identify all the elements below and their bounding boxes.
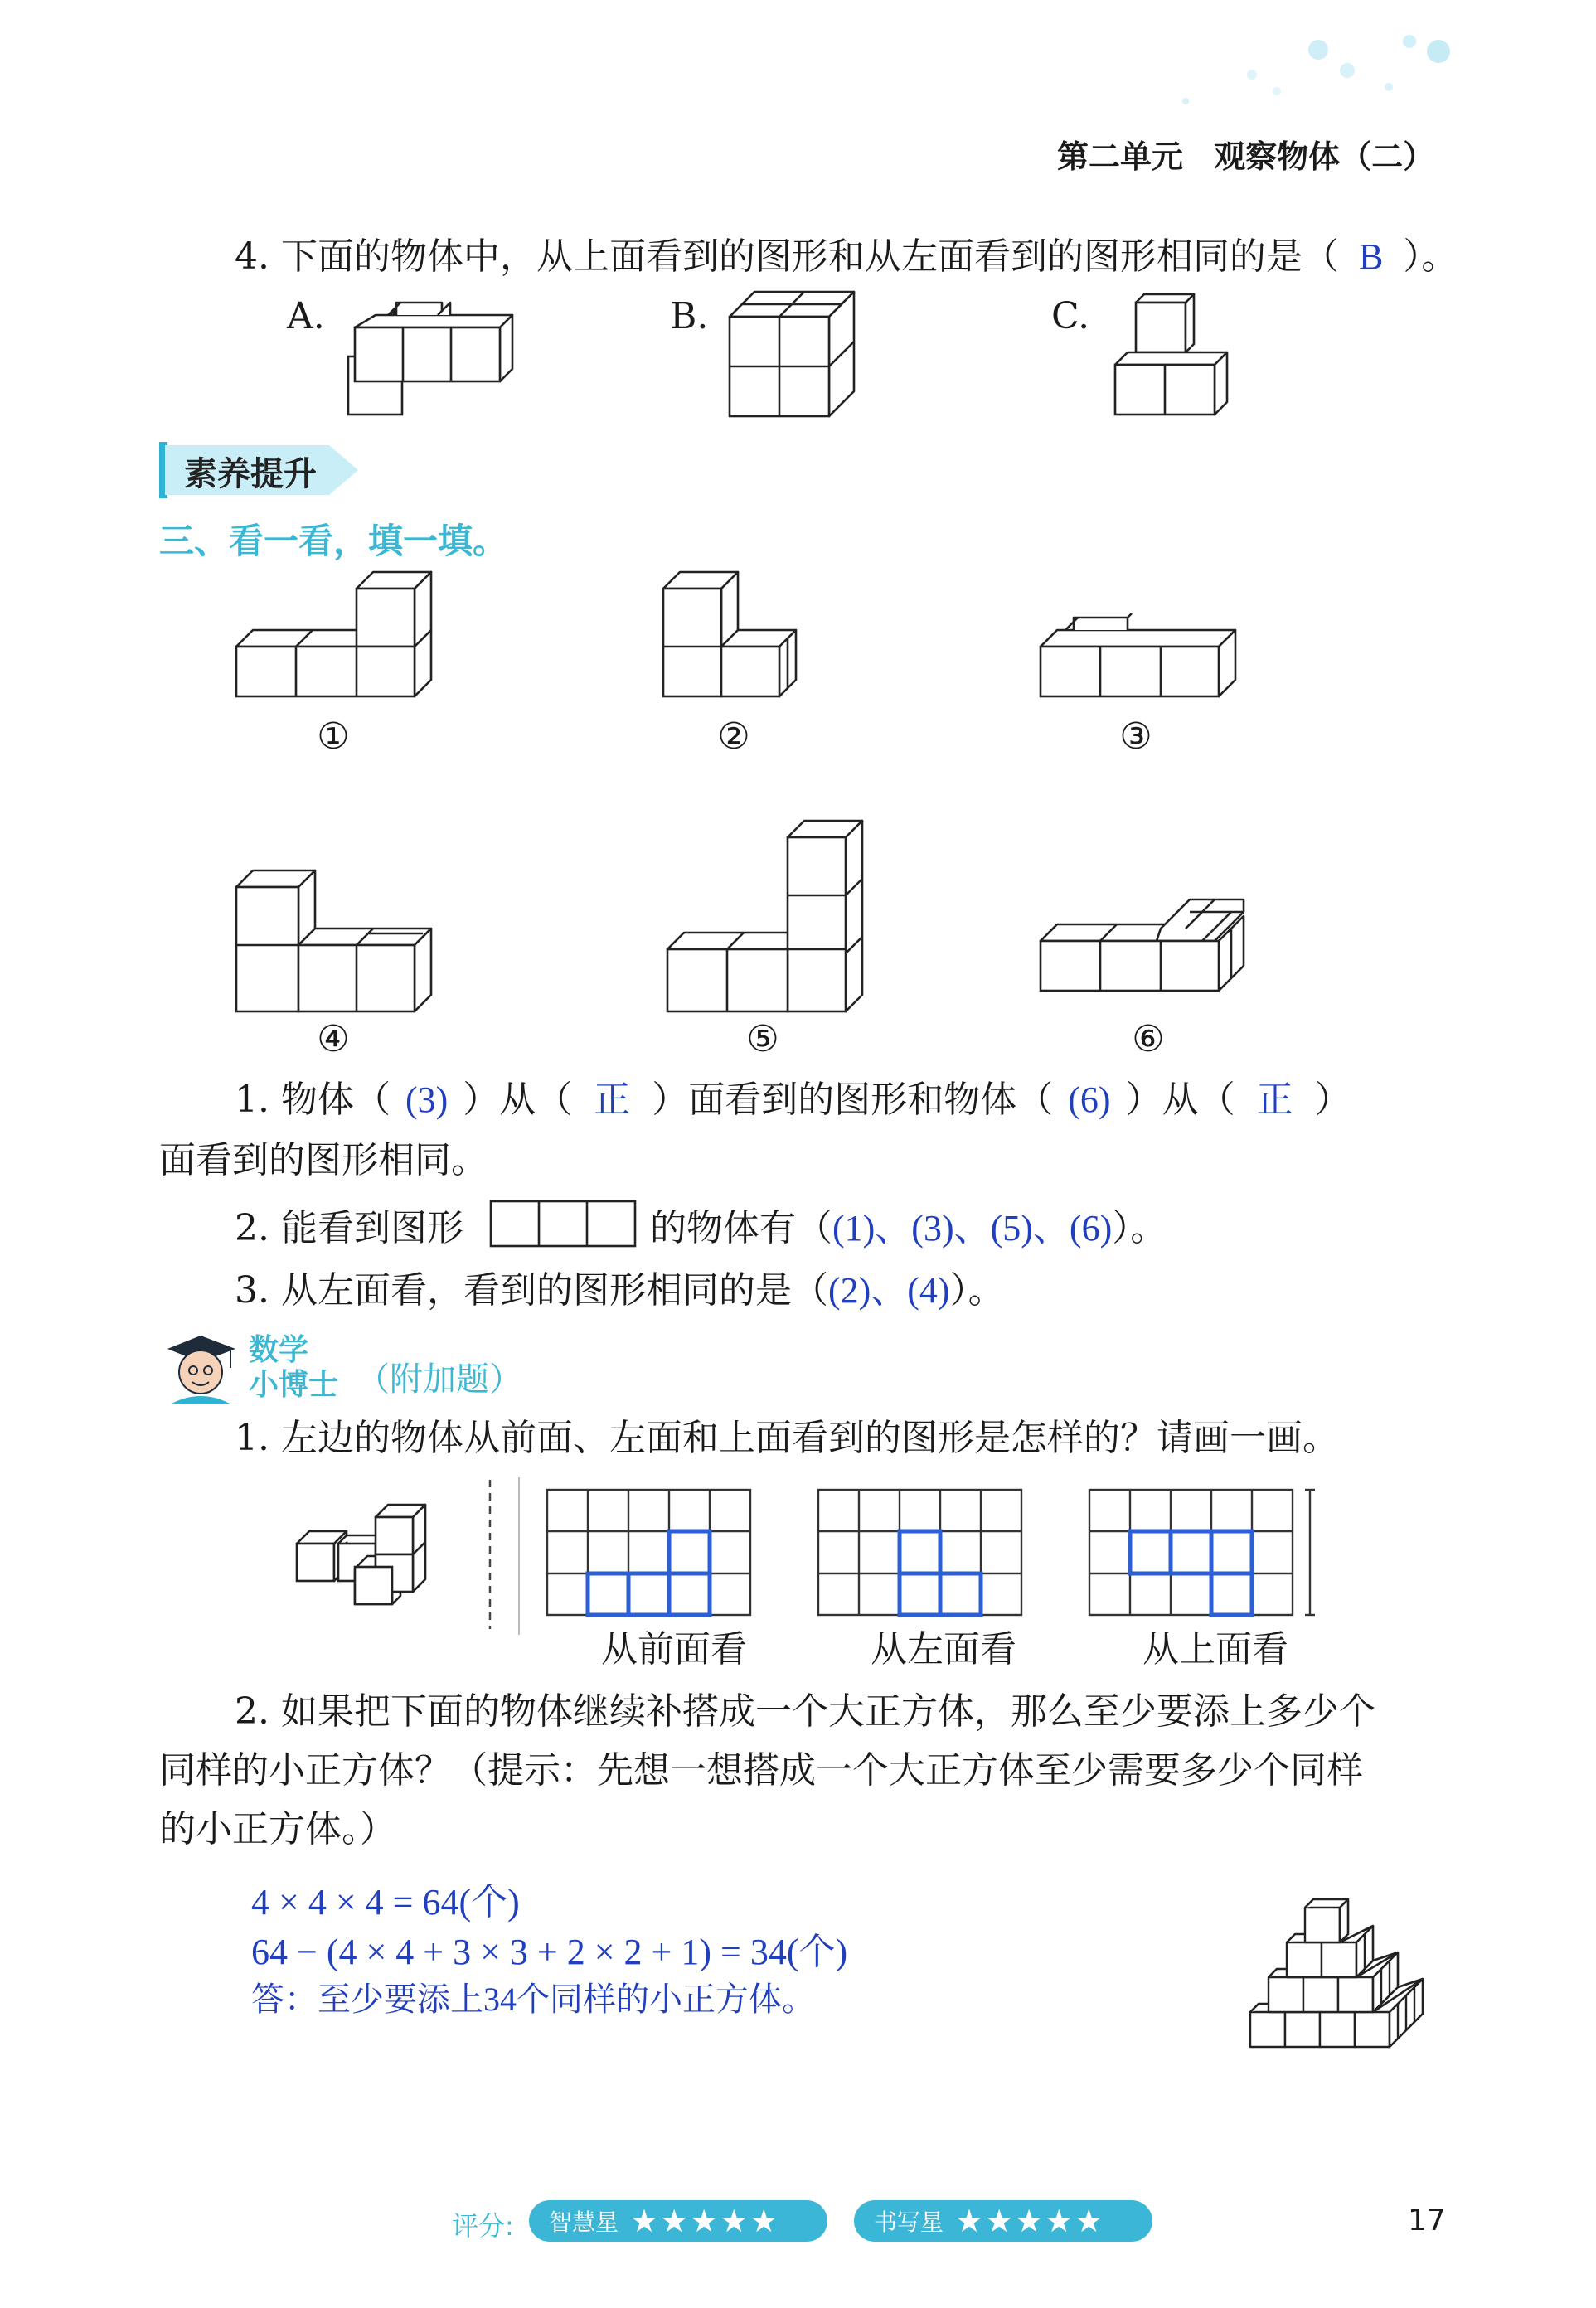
wisdom-stars[interactable]: ★★★★★: [630, 2203, 780, 2239]
figure-label-5: ⑤: [746, 1018, 779, 1060]
score-label: 评分:: [452, 2210, 514, 2242]
solution-answer: 答：至少要添上34个同样的小正方体。: [251, 1981, 815, 2018]
bonus-question-2-line3: 的小正方体。）: [159, 1808, 396, 1850]
option-a-figure: [348, 290, 531, 390]
left-view-grid: [817, 1488, 1024, 1621]
view-label-top: 从上面看: [1142, 1628, 1288, 1670]
answer-area-border: [518, 1477, 528, 1635]
fill-1-answer-3: (6): [1068, 1079, 1111, 1120]
figure-label-3: ③: [1119, 715, 1152, 758]
pyramid-figure: [1244, 1869, 1459, 2060]
option-a-label: A.: [287, 295, 325, 337]
figure-label-2: ②: [717, 715, 750, 758]
figure-label-6: ⑥: [1132, 1018, 1165, 1060]
fill-2-answer: (1)、(3)、(5)、(6): [832, 1208, 1113, 1249]
question-4: 4. 下面的物体中，从上面看到的图形和从左面看到的图形相同的是（ B ）。: [235, 235, 1458, 278]
bonus-question-1: 1. 左边的物体从前面、左面和上面看到的图形是怎样的？请画一画。: [235, 1417, 1339, 1459]
figure-1: [236, 572, 452, 713]
badge-wisdom-label: 智慧星: [549, 2209, 619, 2236]
fill-1: 1. 物体（ (3) ）从（ 正 ）面看到的图形和物体（ (6) ）从（ 正 ）: [235, 1079, 1351, 1121]
front-view-grid: [546, 1488, 753, 1621]
page-number: 17: [1408, 2204, 1446, 2238]
figure-5: [667, 821, 875, 1011]
figure-4: [236, 870, 452, 1011]
view-label-front: 从前面看: [601, 1628, 747, 1670]
fill-1-answer-2: 正: [594, 1079, 631, 1120]
figure-3: [1041, 605, 1256, 713]
rating-badge-wisdom: [529, 2200, 827, 2242]
fill-2: 2. 能看到图形: [235, 1207, 463, 1249]
unit-title: 观察物体（二）: [1214, 138, 1435, 175]
fill-2-rest: 的物体有（(1)、(3)、(5)、(6)）。: [650, 1207, 1167, 1249]
fill-1-answer-1: (3): [405, 1079, 449, 1120]
badge-line-1: 数学: [249, 1333, 309, 1367]
bonus-question-2-line2: 同样的小正方体？（提示：先想一想搭成一个大正方体至少需要多少个同样: [159, 1749, 1363, 1792]
figure-label-1: ①: [317, 715, 350, 758]
fill-1-answer-4: 正: [1256, 1079, 1293, 1120]
badge-writing-label: 书写星: [874, 2209, 944, 2236]
bonus-question-2-line1: 2. 如果把下面的物体继续补搭成一个大正方体，那么至少要添上多少个: [235, 1690, 1375, 1733]
section-tag: 素养提升: [184, 455, 317, 493]
page-header: [1057, 131, 1434, 177]
option-b-figure: [730, 292, 879, 424]
figure-6: [1041, 899, 1264, 1016]
badge-line-2: 小博士: [249, 1368, 339, 1402]
fill-3: 3. 从左面看，看到的图形相同的是（(2)、(4)）。: [235, 1269, 1005, 1312]
scholar-avatar-icon: [159, 1331, 242, 1404]
unit-label: 第二单元: [1057, 138, 1184, 175]
fill-1-line2: 面看到的图形相同。: [159, 1139, 488, 1181]
section-heading: 三、看一看，填一填。: [159, 521, 508, 561]
top-view-grid: [1088, 1488, 1328, 1621]
option-b-label: B.: [670, 295, 709, 337]
dashed-divider: [488, 1480, 492, 1629]
view-label-left: 从左面看: [871, 1628, 1016, 1670]
rating-badge-writing: [854, 2200, 1152, 2242]
fill-3-answer: (2)、(4): [827, 1270, 950, 1311]
figure-label-4: ④: [317, 1018, 350, 1060]
bonus-object-figure: [297, 1496, 438, 1612]
q4-answer: B: [1358, 236, 1384, 277]
option-c-label: C.: [1051, 295, 1090, 337]
writing-stars[interactable]: ★★★★★: [955, 2203, 1105, 2239]
option-c-figure: [1115, 294, 1256, 427]
solution-line-1: 4 × 4 × 4 = 64(个): [251, 1882, 520, 1923]
figure-2: [663, 572, 821, 713]
bonus-tag: （附加题）: [357, 1360, 522, 1399]
three-square-shape: [489, 1200, 638, 1249]
decorative-droplets: [1061, 25, 1476, 116]
solution-line-2: 64 − (4 × 4 + 3 × 3 + 2 × 2 + 1) = 34(个): [251, 1932, 848, 1972]
